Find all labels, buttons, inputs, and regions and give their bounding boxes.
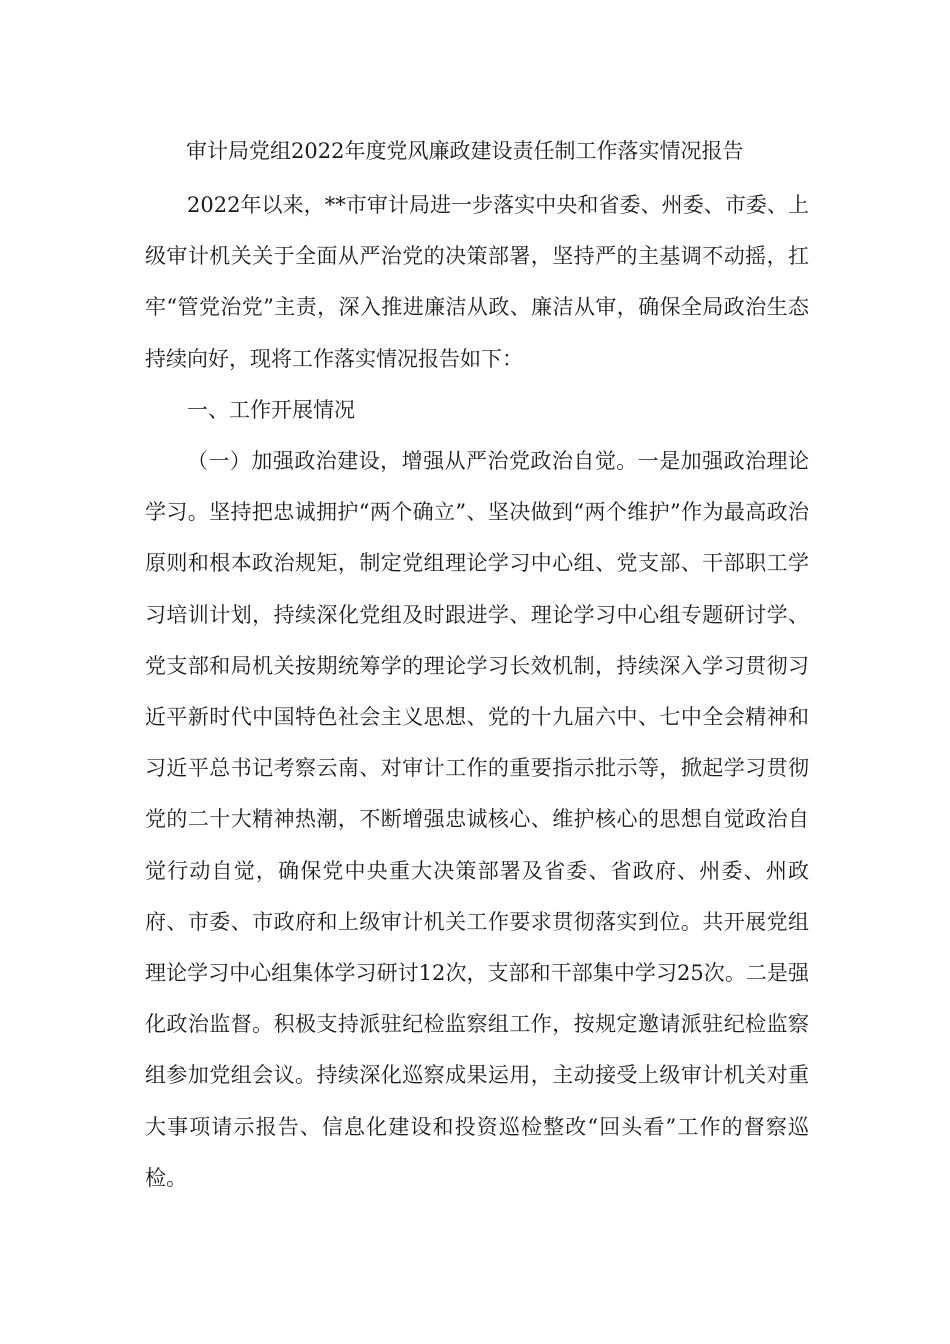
document-title: 审计局党组2022年度党风廉政建设责任制工作落实情况报告: [186, 139, 744, 163]
document-body: [145, 180, 809, 1204]
section-heading: 一、工作开展情况: [187, 397, 355, 422]
paragraph-intro: 2022年以来，**市审计局进一步落实中央和省委、州委、市委、上级审计机关关于全面从严治党的决策部署，坚持严的主基调不动摇，扛牢“管党治党”主责，深入推进廉洁从政、廉洁从审，确保全局政治生态持续向好，现将工作落实情况报告如下：: [145, 193, 809, 371]
paragraph-political-building: （一）加强政治建设，增强从严治党政治自觉。一是加强政治理论学习。坚持把忠诚拥护“两个确立”、坚决做到“两个维护”作为最高政治原则和根本政治规矩，制定党组理论学习中心组、党支部、干部职工学习培训计划，持续深化党组及时跟进学、理论学习中心组专题研讨学、党支部和局机关按期统筹学的理论学习长效机制，持续深入学习贯彻习近平新时代中国特色社会主义思想、党的十九届六中、七中全会精神和习近平总书记考察云南、对审计工作的重要指示批示等，掀起学习贯彻党的二十大精神热潮，不断增强忠诚核心、维护核心的思想自觉政治自觉行动自觉，确保党中央重大决策部署及省委、省政府、州委、州政府、市委、市政府和上级审计机关工作要求贯彻落实到位。共开展党组理论学习中心组集体学习研讨12次，支部和干部集中学习25次。二是强化政治监督。积极支持派驻纪检监察组工作，按规定邀请派驻纪检监察组参加党组会议。持续深化巡察成果运用，主动接受上级审计机关对重大事项请示报告、信息化建设和投资巡检整改“回头看”工作的督察巡检。: [145, 449, 809, 1190]
